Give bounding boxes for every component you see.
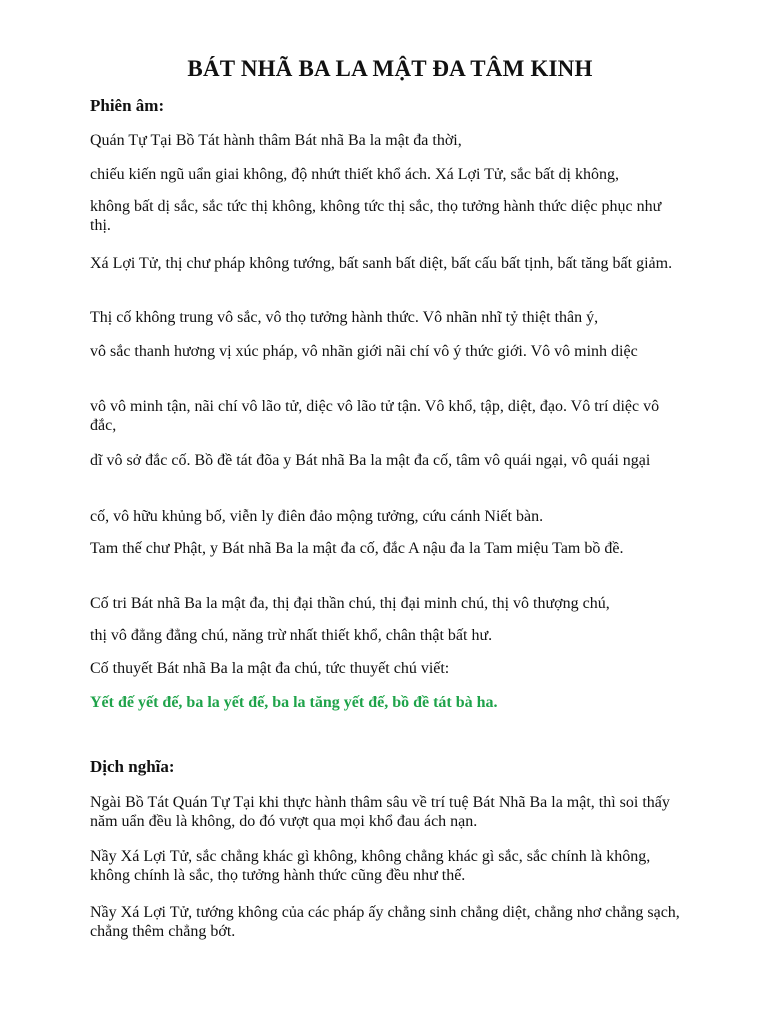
paragraph-line: vô vô minh tận, nãi chí vô lão tử, diệc vô lão tử tận. Vô khổ, tập, diệt, đạo. Vô trí diệc vô đắc, <box>90 398 660 434</box>
paragraph-line: Nầy Xá Lợi Tử, tướng không của các pháp ấy chẳng sinh chẳng diệt, chẳng nhơ chẳng sạch, chẳng thêm chẳng bớt. <box>90 904 680 940</box>
section-heading-dich-nghia: Dịch nghĩa: <box>90 757 175 776</box>
paragraph-line: cố, vô hữu khủng bố, viễn ly điên đảo mộng tưởng, cứu cánh Niết bàn. <box>90 508 544 525</box>
paragraph-line: vô sắc thanh hương vị xúc pháp, vô nhãn giới nãi chí vô ý thức giới. Vô vô minh diệc <box>90 343 638 360</box>
paragraph-line: Cố tri Bát nhã Ba la mật đa, thị đại thần chú, thị đại minh chú, thị vô thượng chú, <box>90 595 610 612</box>
paragraph-line: Quán Tự Tại Bồ Tát hành thâm Bát nhã Ba la mật đa thời, <box>90 132 462 149</box>
paragraph-line: Xá Lợi Tử, thị chư pháp không tướng, bất sanh bất diệt, bất cấu bất tịnh, bất tăng bất giảm. <box>90 255 673 272</box>
section-heading-phien-am: Phiên âm: <box>90 96 165 115</box>
document-title: BÁT NHÃ BA LA MẬT ĐA TÂM KINH <box>187 56 593 81</box>
paragraph-line: Thị cố không trung vô sắc, vô thọ tưởng hành thức. Vô nhãn nhĩ tỷ thiệt thân ý, <box>90 309 599 326</box>
paragraph-line: dĩ vô sở đắc cố. Bồ đề tát đõa y Bát nhã Ba la mật đa cố, tâm vô quái ngại, vô quái ngại <box>90 452 651 469</box>
paragraph-line: chiếu kiến ngũ uẩn giai không, độ nhứt thiết khổ ách. Xá Lợi Tử, sắc bất dị không, <box>90 166 619 183</box>
paragraph-line: Nầy Xá Lợi Tử, sắc chẳng khác gì không, không chẳng khác gì sắc, sắc chính là không, không chính là sắc, thọ tưởng hành thức cũng đều như thế. <box>90 848 651 884</box>
mantra-text: Yết đế yết đế, ba la yết đế, ba la tăng yết đế, bồ đề tát bà ha. <box>90 694 498 711</box>
paragraph-line: không bất dị sắc, sắc tức thị không, không tức thị sắc, thọ tưởng hành thức diệc phục như thị. <box>90 198 662 234</box>
paragraph-line: Cố thuyết Bát nhã Ba la mật đa chú, tức thuyết chú viết: <box>90 660 450 677</box>
paragraph-line: thị vô đẳng đẳng chú, năng trừ nhất thiết khổ, chân thật bất hư. <box>90 627 493 644</box>
paragraph-line: Tam thế chư Phật, y Bát nhã Ba la mật đa cố, đắc A nậu đa la Tam miệu Tam bồ đề. <box>90 540 624 557</box>
paragraph-line: Ngài Bồ Tát Quán Tự Tại khi thực hành thâm sâu về trí tuệ Bát Nhã Ba la mật, thì soi thấy năm uẩn đều là không, do đó vượt qua mọi khổ đau ách nạn. <box>90 794 670 830</box>
